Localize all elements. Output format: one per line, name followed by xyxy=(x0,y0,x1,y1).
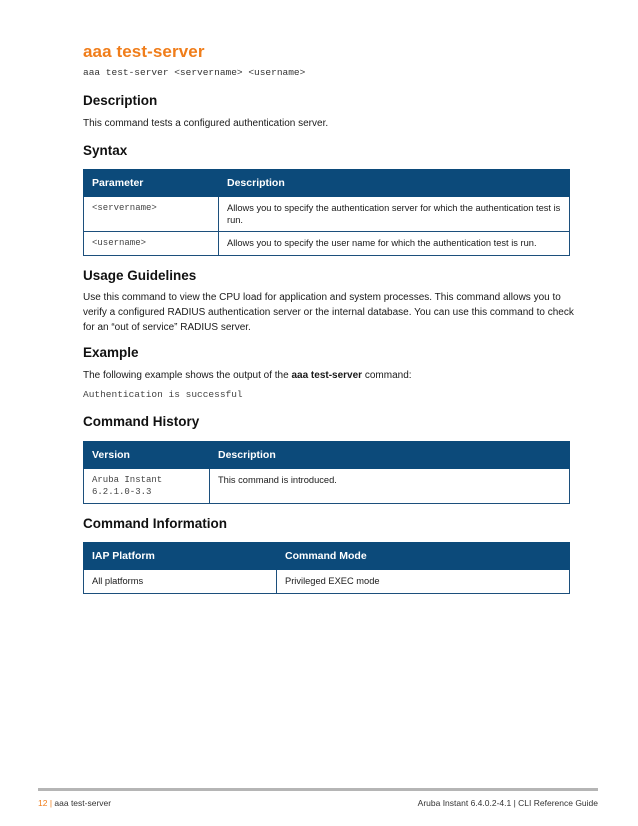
description-text: This command tests a configured authentication server. xyxy=(83,118,329,129)
example-output: Authentication is successful xyxy=(83,389,243,400)
information-table xyxy=(83,542,570,594)
mode-cell: Privileged EXEC mode xyxy=(277,570,570,594)
syntax-heading: Syntax xyxy=(83,143,128,158)
platform-cell: All platforms xyxy=(84,570,277,594)
history-header-version: Version xyxy=(84,442,210,469)
desc-cell: Allows you to specify the authentication server for which the authentication test is run. xyxy=(219,197,570,232)
history-table xyxy=(83,441,570,504)
example-text: The following example shows the output of the aaa test-server command: xyxy=(83,370,412,381)
table-row xyxy=(84,197,570,232)
syntax-table xyxy=(83,169,570,256)
example-heading: Example xyxy=(83,345,139,360)
command-syntax: aaa test-server <servername> <username> xyxy=(83,67,306,78)
table-row xyxy=(84,469,570,504)
info-header-mode: Command Mode xyxy=(277,543,570,570)
history-heading: Command History xyxy=(83,414,200,429)
footer-left: 12 | aaa test-server xyxy=(38,798,112,808)
description-heading: Description xyxy=(83,93,158,108)
version-cell: Aruba Instant 6.2.1.0-3.3 xyxy=(84,469,210,504)
information-heading: Command Information xyxy=(83,516,227,531)
usage-text: Use this command to view the CPU load for application and system processes. This command allows you to verify a configured RADIUS authentication server or the internal database. You can use this command to check for an “out of service” RADIUS server. xyxy=(83,292,574,333)
syntax-header-description: Description xyxy=(219,170,570,197)
info-header-platform: IAP Platform xyxy=(84,543,277,570)
desc-cell: This command is introduced. xyxy=(210,469,570,504)
syntax-header-parameter: Parameter xyxy=(84,170,219,197)
table-row xyxy=(84,232,570,256)
desc-cell: Allows you to specify the user name for which the authentication test is run. xyxy=(219,232,570,256)
param-cell: <servername> xyxy=(84,197,219,232)
usage-heading: Usage Guidelines xyxy=(83,268,197,283)
footer-divider xyxy=(38,788,598,791)
history-header-description: Description xyxy=(210,442,570,469)
page-number: 12 xyxy=(38,798,48,808)
table-row xyxy=(84,570,570,594)
footer-right: Aruba Instant 6.4.0.2-4.1 | CLI Reference Guide xyxy=(417,798,598,808)
page-title: aaa test-server xyxy=(83,42,205,61)
param-cell: <username> xyxy=(84,232,219,256)
example-command: aaa test-server xyxy=(291,370,363,381)
